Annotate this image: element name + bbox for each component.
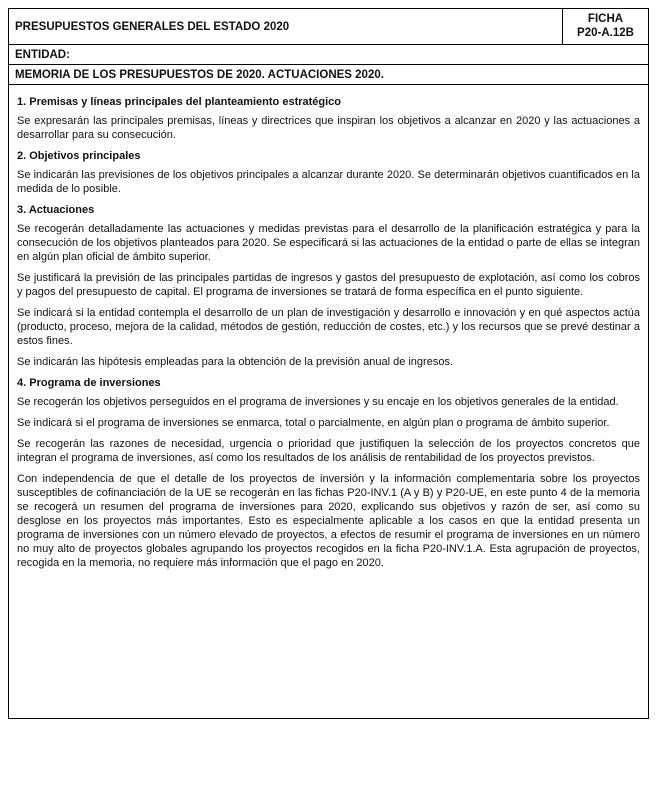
ficha-label: FICHA xyxy=(587,13,624,25)
section-paragraph: Se expresarán las principales premisas, líneas y directrices que inspiran los objetivos a alcanzar en 2020 y las actuaciones a desarrollar para su consecución. xyxy=(17,115,640,141)
entidad-label: ENTIDAD: xyxy=(15,48,70,61)
section-paragraph: Se indicarán las hipótesis empleadas para la obtención de la previsión anual de ingresos. xyxy=(17,356,453,368)
section-paragraph: Se recogerán detalladamente las actuaciones y medidas previstas para el desarrollo de la planificación estratégica y para la consecución de los objetivos planteados para 2020. Se especificará si las actuaciones de la entidad o parte de ellas se integran en algún plan oficial de ámbito superior. xyxy=(17,223,640,263)
section-paragraph: Se recogerán los objetivos perseguidos en el programa de inversiones y su encaje en los objetivos generales de la entidad. xyxy=(17,396,619,408)
memoria-title: MEMORIA DE LOS PRESUPUESTOS DE 2020. ACTUACIONES 2020. xyxy=(15,68,384,81)
memoria-content xyxy=(9,85,648,570)
section-title: 2. Objetivos principales xyxy=(17,150,141,162)
section-title: 1. Premisas y líneas principales del planteamiento estratégico xyxy=(17,96,342,108)
entidad-row xyxy=(9,45,648,65)
section-title: 3. Actuaciones xyxy=(17,204,95,216)
memoria-row xyxy=(9,65,648,85)
section-paragraph: Se justificará la previsión de las principales partidas de ingresos y gastos del presupuesto de explotación, así como los cobros y pagos del presupuesto de capital. El programa de inversiones se tratará de forma específica en el punto siguiente. xyxy=(17,272,640,298)
document-sheet xyxy=(8,8,649,719)
document-header xyxy=(9,9,648,45)
document-title: PRESUPUESTOS GENERALES DEL ESTADO 2020 xyxy=(9,9,563,44)
section-paragraph: Se indicará si la entidad contempla el desarrollo de un plan de investigación y desarrollo e innovación y en qué aspectos actúa (producto, proceso, mejora de la calidad, métodos de gestión, reducción de costes, etc.) y los recursos que se prevé destinar a estos fines. xyxy=(17,307,640,347)
ficha-box xyxy=(563,9,648,44)
section-paragraph: Se indicarán las previsiones de los objetivos principales a alcanzar durante 2020. Se determinarán objetivos cuantificados en la medida de lo posible. xyxy=(17,169,640,195)
ficha-code: P20-A.12B xyxy=(577,27,634,39)
section-paragraph: Se indicará si el programa de inversiones se enmarca, total o parcialmente, en algún plan o programa de ámbito superior. xyxy=(17,417,610,429)
section-paragraph: Se recogerán las razones de necesidad, urgencia o prioridad que justifiquen la selección de los proyectos concretos que integran el programa de inversiones, así como los resultados de los análisis de rentabilidad de los proyectos previstos. xyxy=(17,438,640,464)
section-title: 4. Programa de inversiones xyxy=(17,377,161,389)
section-paragraph: Con independencia de que el detalle de los proyectos de inversión y la información complementaria sobre los proyectos susceptibles de cofinanciación de la UE se recogerán en las fichas P20-INV.1 (A y B) y P20-UE, en este punto 4 de la memoria se recogerá un resumen del programa de inversiones para 2020, explicando sus objetivos y razón de ser, así como su desglose en los proyectos más importantes. Esto es especialmente aplicable a los casos en que la entidad presenta un programa de inversiones con un número elevado de proyectos, a efectos de resumir el programa de inversiones en un número no muy alto de proyectos globales agrupando los proyectos recogidos en la ficha P20-INV.1.A. Esta agrupación de proyectos, recogida en la memoria, no requiere más información que el pago en 2020. xyxy=(17,473,640,569)
